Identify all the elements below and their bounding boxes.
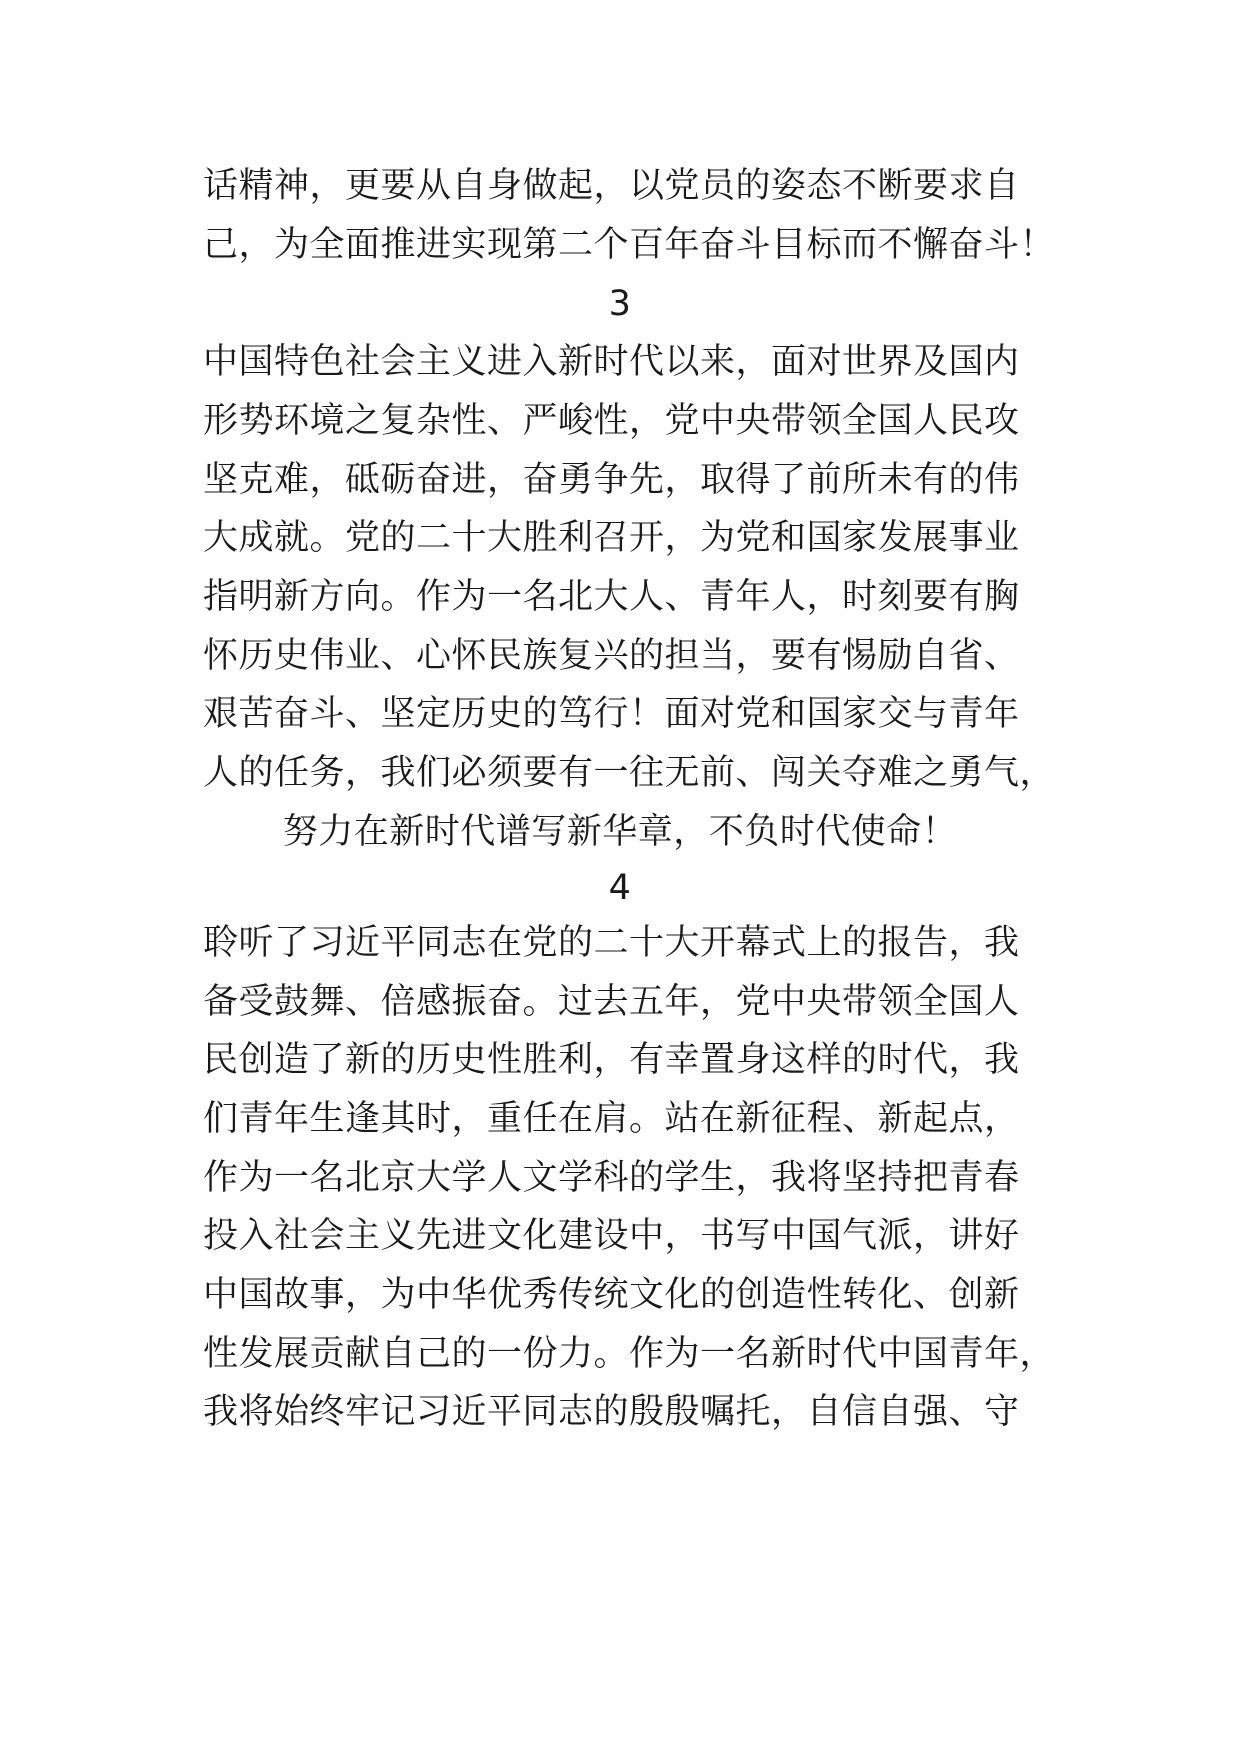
text-line: 己，为全面推进实现第二个百年奋斗目标而不懈奋斗！	[203, 225, 1056, 265]
text-line: 们青年生逢其时，重任在肩。站在新征程、新起点，	[203, 1099, 1020, 1139]
text-line: 投入社会主义先进文化建设中，书写中国气派，讲好	[203, 1216, 1020, 1256]
text-line: 民创造了新的历史性胜利，有幸置身这样的时代，我	[203, 1040, 1020, 1080]
section-number: 4	[608, 868, 632, 908]
text-line: 形势环境之复杂性、严峻性，党中央带领全国人民攻	[203, 401, 1020, 441]
text-line: 话精神，更要从自身做起，以党员的姿态不断要求自	[203, 166, 1020, 206]
text-line: 备受鼓舞、倍感振奋。过去五年，党中央带领全国人	[203, 982, 1020, 1022]
text-line: 艰苦奋斗、坚定历史的笃行！面对党和国家交与青年	[203, 694, 1020, 734]
text-line: 指明新方向。作为一名北大人、青年人，时刻要有胸	[203, 577, 1020, 617]
text-line: 怀历史伟业、心怀民族复兴的担当，要有惕励自省、	[203, 636, 1020, 676]
text-line: 中国特色社会主义进入新时代以来，面对世界及国内	[203, 342, 1020, 382]
text-line: 人的任务，我们必须要有一往无前、闯关夺难之勇气，	[203, 753, 1056, 793]
text-line: 坚克难，砥砺奋进，奋勇争先，取得了前所未有的伟	[203, 460, 1020, 500]
section-number: 3	[608, 284, 632, 324]
text-line: 作为一名北京大学人文学科的学生，我将坚持把青春	[203, 1158, 1020, 1198]
text-line: 大成就。党的二十大胜利召开，为党和国家发展事业	[203, 518, 1020, 558]
text-line: 性发展贡献自己的一份力。作为一名新时代中国青年，	[203, 1334, 1056, 1374]
text-line: 聆听了习近平同志在党的二十大开幕式上的报告，我	[203, 923, 1020, 963]
text-line-centered: 努力在新时代谱写新华章，不负时代使命！	[282, 812, 958, 852]
text-line: 我将始终牢记习近平同志的殷殷嘱托，自信自强、守	[203, 1392, 1020, 1432]
text-line: 中国故事，为中华优秀传统文化的创造性转化、创新	[203, 1275, 1020, 1315]
